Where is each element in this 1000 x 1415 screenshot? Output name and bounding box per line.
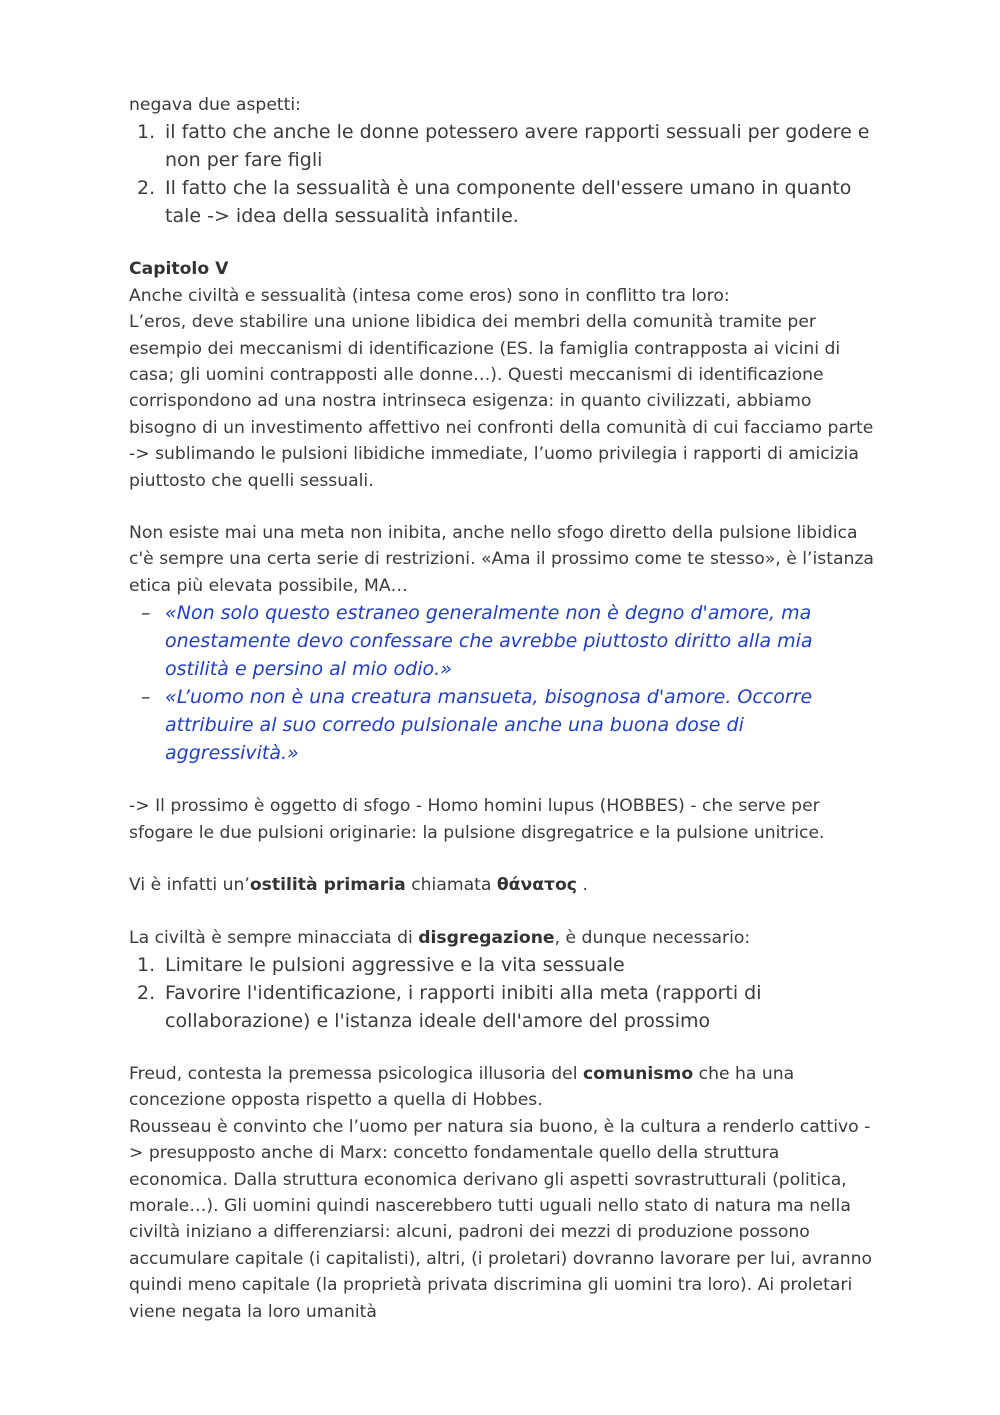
list-item-text: Il fatto che la sessualità è una componente dell'essere umano in quanto tale -> idea della sessualità infantile. xyxy=(165,177,852,228)
bold-term: ostilità primaria xyxy=(249,875,406,896)
paragraph-6 xyxy=(129,925,874,951)
list-item-text: Favorire l'identificazione, i rapporti inibiti alla meta (rapporti di collaborazione) e l'istanza ideale dell'amore del prossimo xyxy=(165,981,762,1032)
list-item xyxy=(129,979,874,1035)
list-number: 1. xyxy=(137,121,156,144)
bold-term: comunismo xyxy=(582,1063,694,1084)
quote-item xyxy=(129,683,874,767)
list-item xyxy=(129,118,874,174)
paragraph-2: L’eros, deve stabilire una unione libidica dei membri della comunità tramite per esempio dei meccanismi di identificazione (ES. la famiglia contrapposta ai vicini di casa; gli uomini contrapposti alle donne…). Questi meccanismi di identificazione corrispondono ad una nostra intrinseca esigenza: in quanto civilizzati, abbiamo bisogno di un investimento affettivo nei confronti della comunità di cui facciamo parte -> sublimando le pulsioni libidiche immediate, l’uomo privilegia i rapporti di amicizia piuttosto che quelli sessuali. xyxy=(129,312,874,491)
text-span: chiamata xyxy=(405,875,497,896)
quote-dash: – xyxy=(141,602,151,625)
paragraph-1: Anche civiltà e sessualità (intesa come eros) sono in conflitto tra loro: xyxy=(129,285,730,306)
text-span: Vi è infatti un’ xyxy=(129,875,250,896)
list-item-text: il fatto che anche le donne potessero avere rapporti sessuali per godere e non per fare figli xyxy=(165,121,870,172)
quote-item xyxy=(129,599,874,683)
text-span: La civiltà è sempre minacciata di xyxy=(129,927,419,948)
necessities-list xyxy=(129,951,874,1035)
paragraph-5 xyxy=(129,872,874,898)
list-item xyxy=(129,951,874,979)
paragraph-8: Rousseau è convinto che l’uomo per natura sia buono, è la cultura a renderlo cattivo -> presupposto anche di Marx: concetto fondamentale quello della struttura economica. Dalla struttura economica derivano gli aspetti sovrastrutturali (politica, morale…). Gli uomini quindi nascerebbero tutti uguali nello stato di natura ma nella civiltà iniziano a differenziarsi: alcuni, padroni dei mezzi di produzione possono accumulare capitale (i capitalisti), altri, (i proletari) dovranno lavorare per lui, avranno quindi meno capitale (la proprietà privata discrimina gli uomini tra loro). Ai proletari viene negata la loro umanità xyxy=(129,1116,873,1322)
intro-text: negava due aspetti: xyxy=(129,95,301,115)
list-number: 1. xyxy=(137,953,156,976)
aspects-list xyxy=(129,118,874,230)
quote-dash: – xyxy=(141,686,151,709)
text-span: che ha una concezione opposta rispetto a quella di Hobbes. xyxy=(129,1063,795,1111)
quotes-list xyxy=(129,599,874,767)
quote-text: «Non solo questo estraneo generalmente non è degno d'amore, ma onestamente devo confessare che avrebbe piuttosto diritto alla mia ostilità e persino al mio odio.» xyxy=(165,602,813,681)
list-number: 2. xyxy=(137,177,156,200)
paragraph-4: -> Il prossimo è oggetto di sfogo - Homo homini lupus (HOBBES) - che serve per sfogare le due pulsioni originarie: la pulsione disgregatrice e la pulsione unitrice. xyxy=(129,796,825,843)
list-item xyxy=(129,174,874,230)
text-span: , è dunque necessario: xyxy=(554,927,751,948)
greek-term: θάνατος xyxy=(496,875,577,896)
text-span: Freud, contesta la premessa psicologica illusoria del xyxy=(129,1063,583,1084)
list-item-text: Limitare le pulsioni aggressive e la vita sessuale xyxy=(165,953,625,976)
paragraph-7 xyxy=(129,1061,874,1114)
bold-term: disgregazione xyxy=(418,927,555,948)
chapter-title: Capitolo V xyxy=(129,259,229,280)
list-number: 2. xyxy=(137,981,156,1004)
paragraph-3: Non esiste mai una meta non inibita, anche nello sfogo diretto della pulsione libidica c'è sempre una certa serie di restrizioni. «Ama il prossimo come te stesso», è l’istanza etica più elevata possibile, MA… xyxy=(129,523,874,596)
quote-text: «L’uomo non è una creatura mansueta, bisognosa d'amore. Occorre attribuire al suo corredo pulsionale anche una buona dose di aggressività.» xyxy=(165,686,813,765)
document-page xyxy=(129,92,874,1325)
text-span: . xyxy=(576,875,588,896)
